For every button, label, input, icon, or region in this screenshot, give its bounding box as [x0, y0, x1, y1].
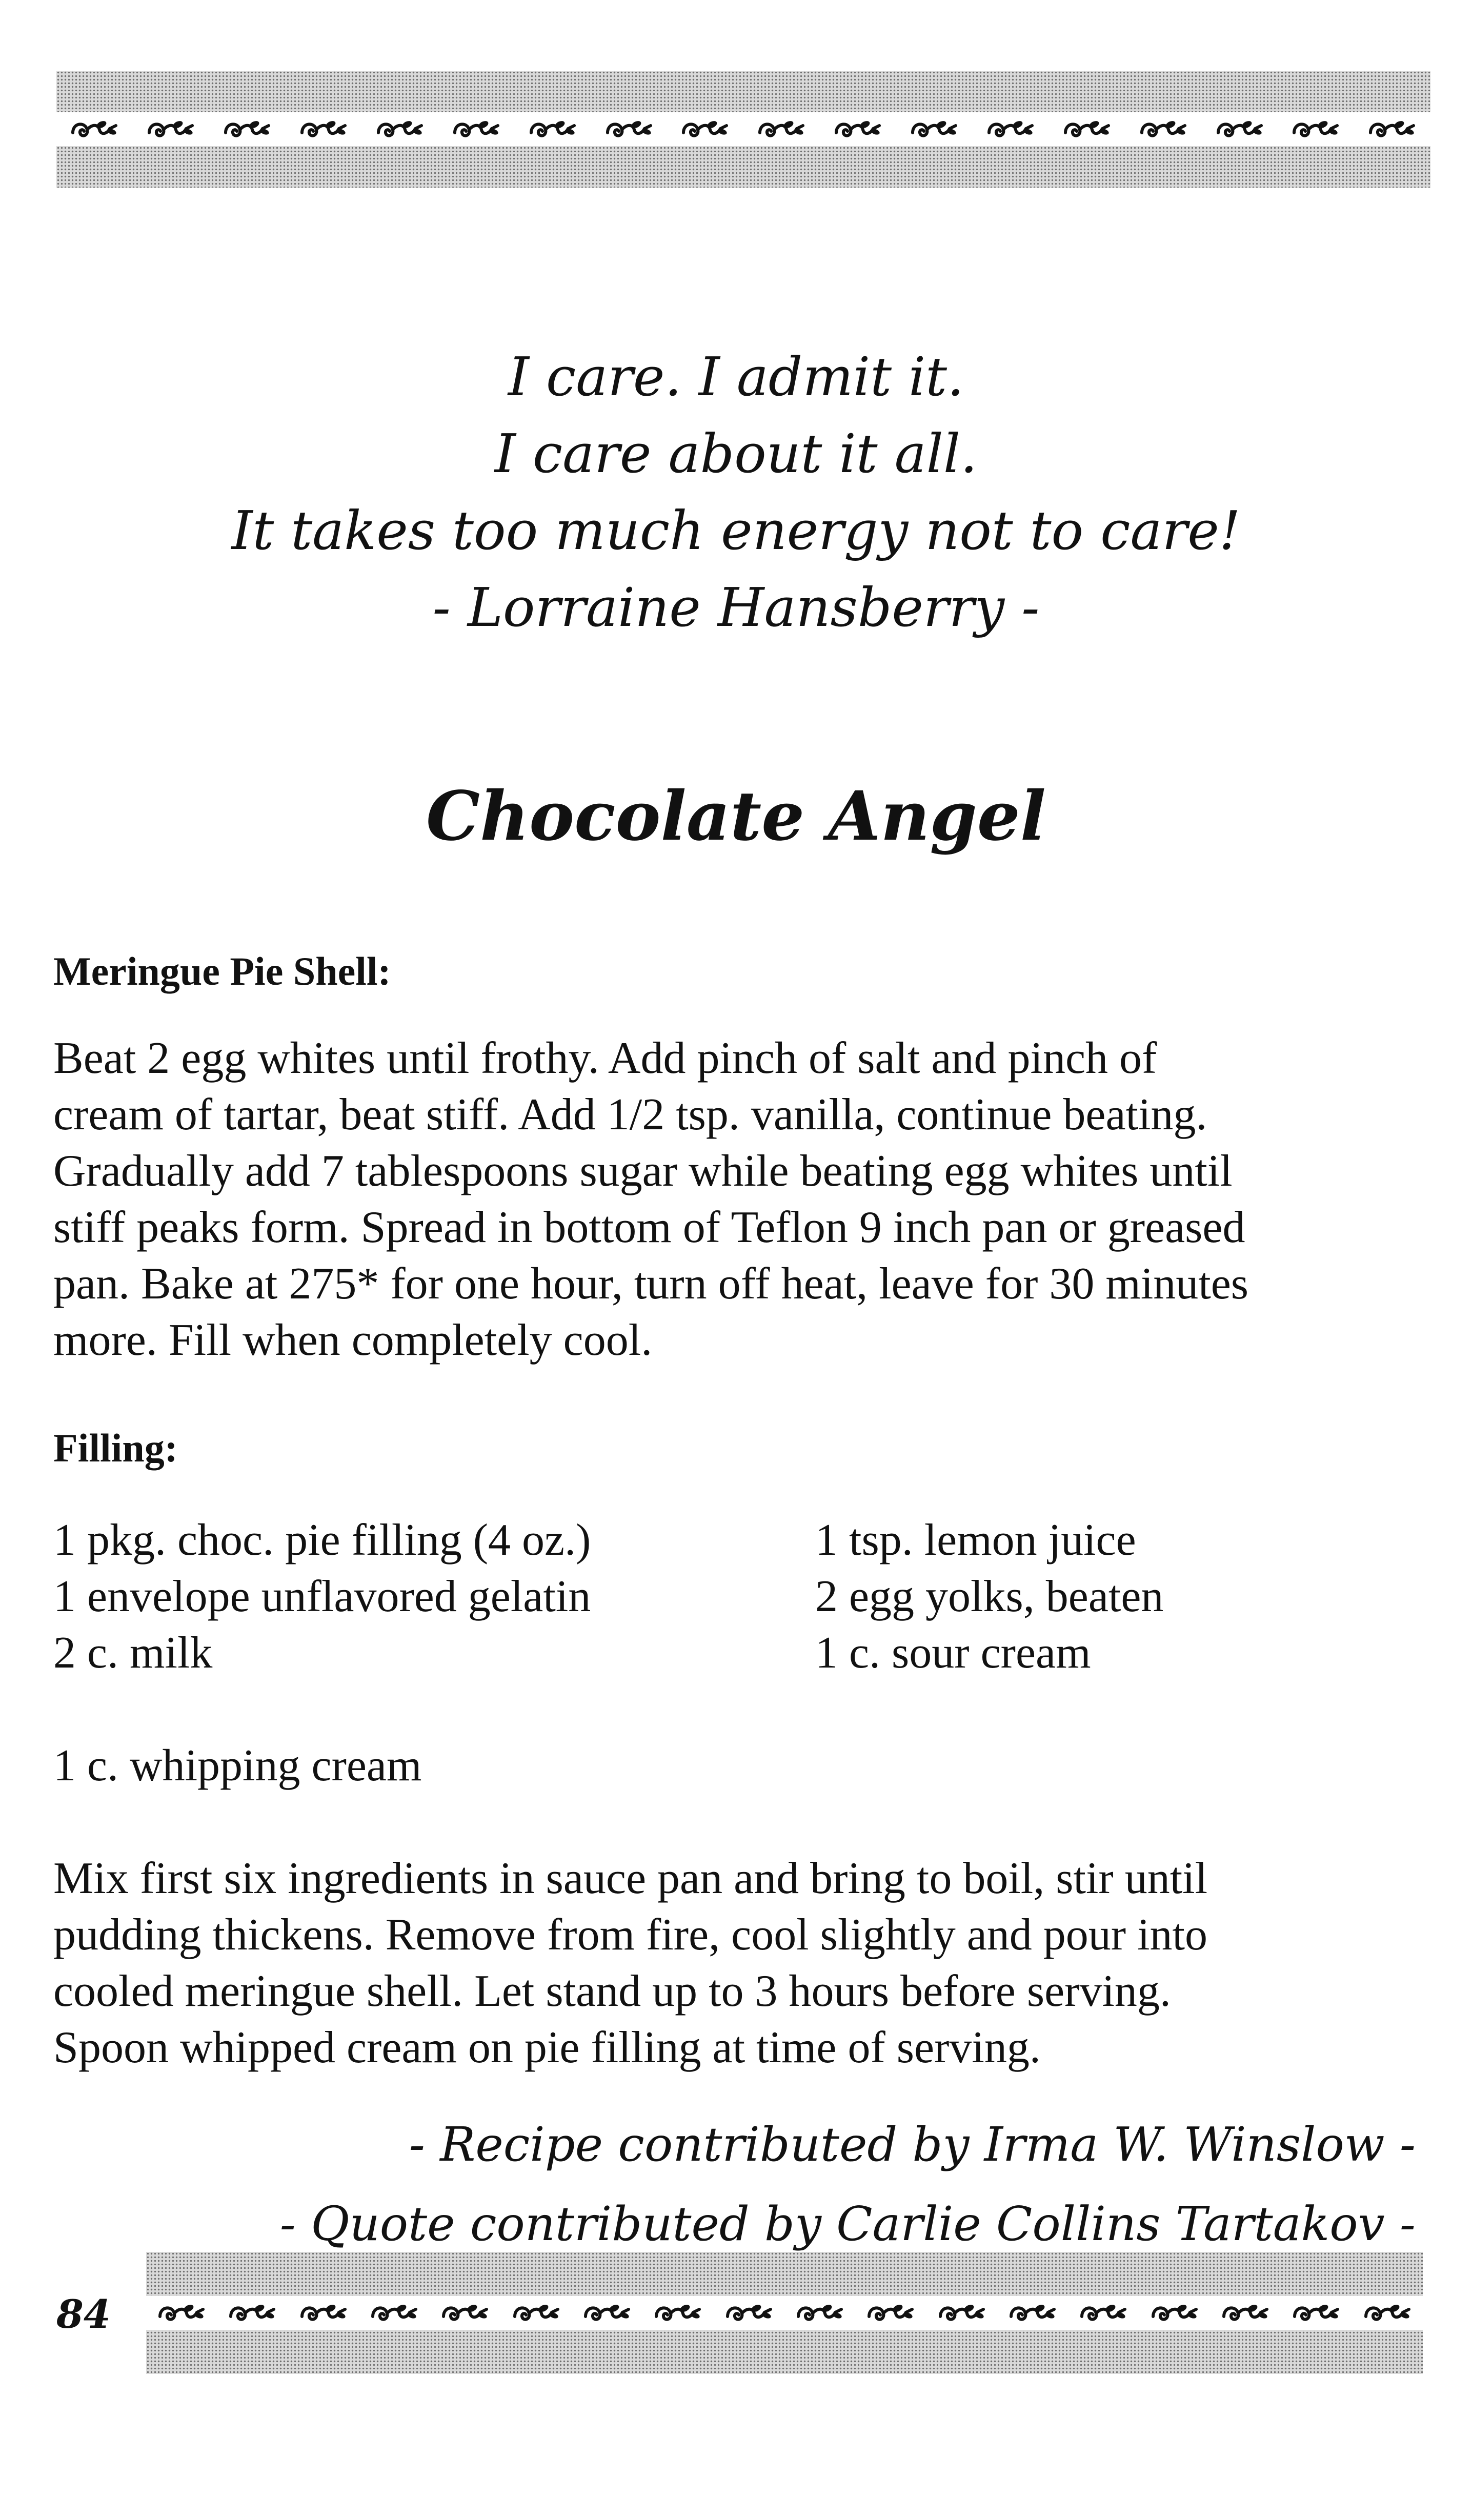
- leaf-scroll-icon: [910, 117, 959, 141]
- leaf-scroll-icon: [937, 2301, 986, 2325]
- leaf-scroll-icon: [582, 2301, 632, 2325]
- leaf-scroll-icon: [1008, 2301, 1057, 2325]
- leaf-scroll-icon: [1363, 2301, 1412, 2325]
- leaf-scroll-icon: [1062, 117, 1112, 141]
- quote-credit: - Quote contributed by Carlie Collins Tartakov -: [279, 2197, 1416, 2251]
- leaf-scroll-icon: [440, 2301, 490, 2325]
- leaf-scroll-icon: [1221, 2301, 1270, 2325]
- leaf-scroll-icon: [1291, 117, 1340, 141]
- leaf-scroll-icon: [1139, 117, 1188, 141]
- shell-instructions: Beat 2 egg whites until frothy. Add pinch of salt and pinch of cream of tartar, beat stiff. Add 1/2 tsp. vanilla, continue beating. Gradually add 7 tablespoons sugar while beating egg whites until stiff peaks form. Spread in bottom of Teflon 9 inch pan or greased pan. Bake at 275* for one hour, turn off heat, leave for 30 minutes more. Fill when completely cool.: [53, 1033, 1249, 1365]
- leaf-scroll-icon: [833, 117, 882, 141]
- shell-heading: Meringue Pie Shell:: [53, 949, 391, 993]
- quote-line: I care. I admit it.: [508, 346, 964, 408]
- ingredient-item: 1 pkg. choc. pie filling (4 oz.): [53, 1515, 591, 1565]
- leaf-scroll-icon: [375, 117, 425, 141]
- leaf-scroll-icon: [299, 2301, 348, 2325]
- leaf-scroll-icon: [986, 117, 1035, 141]
- bottom-ornament-border: [146, 2252, 1423, 2374]
- ingredients-right: [815, 1512, 1163, 1681]
- ingredient-item: 2 c. milk: [53, 1628, 213, 1678]
- ingredient-item: 1 envelope unflavored gelatin: [53, 1572, 591, 1621]
- leaf-scroll-icon: [1292, 2301, 1341, 2325]
- quote-line: I care about it all.: [494, 422, 978, 485]
- ingredient-extra: 1 c. whipping cream: [53, 1741, 422, 1791]
- ornament-row: [56, 112, 1430, 146]
- leaf-scroll-icon: [757, 117, 806, 141]
- leaf-scroll-icon: [299, 117, 348, 141]
- ingredients-left: [53, 1512, 591, 1681]
- ingredient-item: 2 egg yolks, beaten: [815, 1572, 1164, 1621]
- leaf-scroll-icon: [1150, 2301, 1199, 2325]
- ingredient-item: 1 tsp. lemon juice: [815, 1515, 1136, 1565]
- leaf-scroll-icon: [70, 117, 119, 141]
- page-number: 84: [56, 2291, 111, 2337]
- leaf-scroll-icon: [1079, 2301, 1128, 2325]
- quote-author: - Lorraine Hansberry -: [432, 576, 1040, 639]
- leaf-scroll-icon: [1367, 117, 1417, 141]
- filling-directions: Mix first six ingredients in sauce pan and bring to boil, stir until pudding thickens. Remove from fire, cool slightly and pour into cooled meringue shell. Let stand up to 3 hours before serving. Spoon whipped cream on pie filling at time of serving.: [53, 1854, 1208, 2072]
- leaf-scroll-icon: [157, 2301, 206, 2325]
- ingredient-item: 1 c. sour cream: [815, 1628, 1091, 1678]
- leaf-scroll-icon: [724, 2301, 774, 2325]
- leaf-scroll-icon: [866, 2301, 915, 2325]
- ornament-row: [146, 2296, 1423, 2330]
- leaf-scroll-icon: [604, 117, 654, 141]
- leaf-scroll-icon: [512, 2301, 561, 2325]
- leaf-scroll-icon: [223, 117, 272, 141]
- filling-heading: Filling:: [53, 1426, 178, 1470]
- leaf-scroll-icon: [452, 117, 501, 141]
- leaf-scroll-icon: [1215, 117, 1264, 141]
- recipe-title: Chocolate Angel: [426, 777, 1046, 856]
- top-ornament-border: [56, 71, 1430, 188]
- leaf-scroll-icon: [680, 117, 730, 141]
- leaf-scroll-icon: [528, 117, 577, 141]
- leaf-scroll-icon: [146, 117, 195, 141]
- recipe-credit: - Recipe contributed by Irma W. Winslow -: [409, 2117, 1416, 2172]
- leaf-scroll-icon: [228, 2301, 277, 2325]
- leaf-scroll-icon: [795, 2301, 844, 2325]
- leaf-scroll-icon: [370, 2301, 419, 2325]
- leaf-scroll-icon: [653, 2301, 702, 2325]
- quote-line: It takes too much energy not to care!: [231, 499, 1241, 562]
